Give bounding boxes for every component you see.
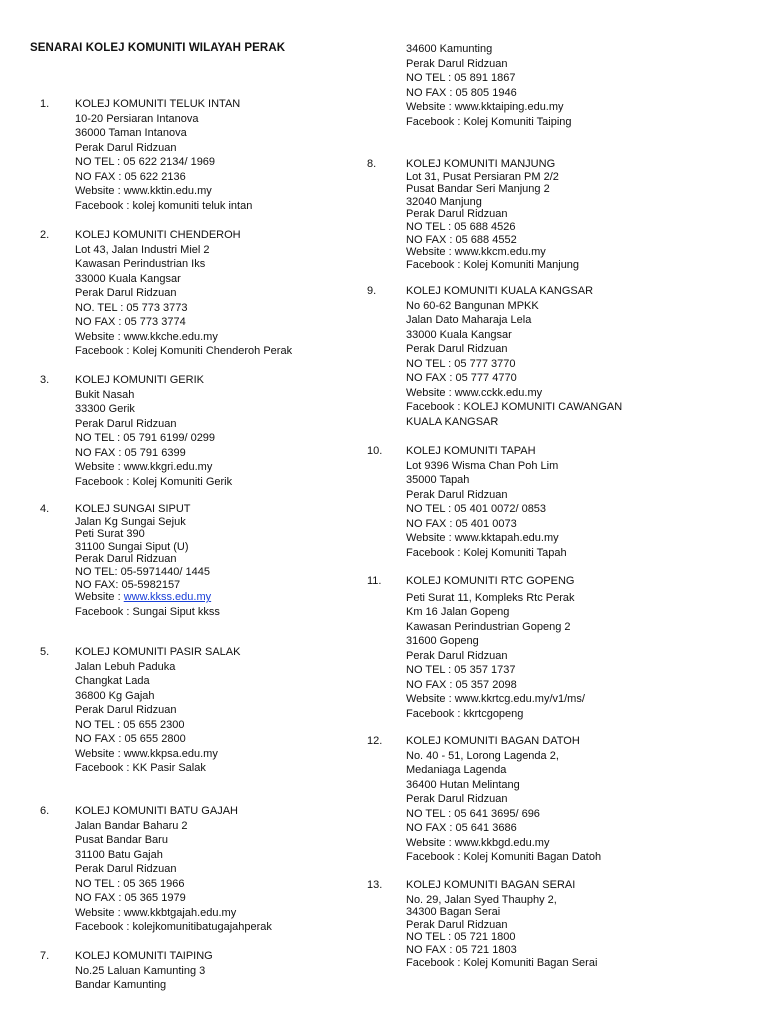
college-name: KOLEJ KOMUNITI MANJUNG bbox=[406, 158, 556, 170]
entry-body bbox=[75, 645, 240, 776]
fax-line: NO FAX : 05 791 6399 bbox=[75, 446, 186, 459]
address-line: Perak Darul Ridzuan bbox=[406, 343, 508, 355]
address-line: Jalan Bandar Baharu 2 bbox=[75, 819, 188, 832]
phone-line: NO TEL : 05 688 4526 bbox=[406, 220, 516, 233]
address-line: Km 16 Jalan Gopeng bbox=[406, 606, 510, 618]
phone-line: NO TEL : 05 622 2134/ 1969 bbox=[75, 156, 216, 168]
address-line: 34600 Kamunting bbox=[406, 43, 493, 55]
address-line: Perak Darul Ridzuan bbox=[406, 649, 508, 662]
address-line: 33000 Kuala Kangsar bbox=[406, 328, 512, 341]
college-name: KOLEJ KOMUNITI BAGAN DATOH bbox=[406, 735, 580, 747]
address-line: Perak Darul Ridzuan bbox=[75, 287, 177, 299]
phone-line: NO. TEL : 05 773 3773 bbox=[75, 301, 188, 314]
fax-line: NO FAX : 05 655 2800 bbox=[75, 733, 186, 745]
address-line: Jalan Lebuh Paduka bbox=[75, 660, 176, 673]
address-line: Bandar Kamunting bbox=[75, 979, 167, 991]
fax-line: NO FAX : 05 365 1979 bbox=[75, 892, 186, 904]
website-label: Website : bbox=[75, 591, 124, 604]
facebook-line-continued: KUALA KANGSAR bbox=[406, 415, 499, 428]
address-line: Pusat Bandar Baru bbox=[75, 834, 168, 846]
facebook-line: Facebook : Kolej Komuniti Bagan Serai bbox=[406, 956, 598, 969]
phone-line: NO TEL : 05 655 2300 bbox=[75, 718, 185, 731]
website-line bbox=[75, 591, 220, 604]
website-line: Website : www.kkbgd.edu.my bbox=[406, 836, 550, 849]
website-link[interactable]: www.kkss.edu.my bbox=[123, 591, 212, 604]
address-line: Lot 43, Jalan Industri Miel 2 bbox=[75, 243, 210, 256]
address-line: Bukit Nasah bbox=[75, 388, 135, 401]
address-line: Lot 9396 Wisma Chan Poh Lim bbox=[406, 459, 559, 472]
address-line: Peti Surat 11, Kompleks Rtc Perak bbox=[406, 591, 575, 604]
entry-number: 12. bbox=[367, 735, 383, 747]
address-line: Kawasan Perindustrian Iks bbox=[75, 258, 206, 270]
website-line: Website : www.kktapah.edu.my bbox=[406, 532, 559, 544]
facebook-line: Facebook : Kolej Komuniti Bagan Datoh bbox=[406, 851, 602, 863]
entry-body bbox=[75, 949, 213, 993]
entry-body bbox=[406, 734, 601, 865]
fax-line: NO FAX : 05 721 1803 bbox=[406, 943, 517, 956]
fax-line: NO FAX: 05-5982157 bbox=[75, 578, 181, 591]
address-line: 36400 Hutan Melintang bbox=[406, 778, 520, 791]
website-line: Website : www.kkpsa.edu.my bbox=[75, 747, 218, 760]
phone-line: NO TEL : 05 891 1867 bbox=[406, 72, 516, 84]
address-line: Perak Darul Ridzuan bbox=[75, 417, 177, 430]
entry-body bbox=[75, 804, 272, 935]
website-line: Website : www.kkbtgajah.edu.my bbox=[75, 906, 237, 919]
entry-number: 7. bbox=[40, 950, 50, 962]
college-name: KOLEJ KOMUNITI KUALA KANGSAR bbox=[406, 285, 594, 297]
address-line: Medaniaga Lagenda bbox=[406, 764, 507, 776]
entry-number: 8. bbox=[367, 158, 377, 170]
entry-number: 4. bbox=[40, 503, 50, 515]
college-name: KOLEJ KOMUNITI CHENDEROH bbox=[75, 229, 241, 241]
website-line: Website : www.kktin.edu.my bbox=[75, 185, 212, 197]
address-line: 10-20 Persiaran Intanova bbox=[75, 112, 199, 125]
address-line: 31100 Sungai Siput (U) bbox=[75, 540, 189, 553]
address-line: No. 40 - 51, Lorong Lagenda 2, bbox=[406, 749, 559, 762]
address-line: Lot 31, Pusat Persiaran PM 2/2 bbox=[406, 170, 559, 183]
address-line: Perak Darul Ridzuan bbox=[406, 488, 508, 501]
address-line: 35000 Tapah bbox=[406, 474, 470, 486]
phone-line: NO TEL : 05 791 6199/ 0299 bbox=[75, 432, 216, 444]
entry-body bbox=[406, 574, 585, 721]
phone-line: NO TEL : 05 641 3695/ 696 bbox=[406, 807, 540, 820]
college-name: KOLEJ KOMUNITI BAGAN SERAI bbox=[406, 879, 576, 891]
facebook-line: Facebook : Kolej Komuniti Gerik bbox=[75, 475, 233, 488]
college-name: KOLEJ KOMUNITI TAPAH bbox=[406, 445, 536, 457]
address-line: 36000 Taman Intanova bbox=[75, 127, 187, 139]
facebook-line: Facebook : KOLEJ KOMUNITI CAWANGAN bbox=[406, 401, 623, 413]
website-line: Website : www.kkcm.edu.my bbox=[406, 246, 546, 259]
address-line: 33000 Kuala Kangsar bbox=[75, 272, 181, 285]
address-line: Perak Darul Ridzuan bbox=[75, 704, 177, 716]
facebook-line: Facebook : kolej komuniti teluk intan bbox=[75, 199, 253, 212]
address-line: 33300 Gerik bbox=[75, 403, 135, 415]
college-name: KOLEJ KOMUNITI RTC GOPENG bbox=[406, 575, 575, 587]
facebook-line: Facebook : Kolej Komuniti Tapah bbox=[406, 546, 567, 559]
address-line: Pusat Bandar Seri Manjung 2 bbox=[406, 183, 550, 196]
fax-line: NO FAX : 05 401 0073 bbox=[406, 517, 517, 530]
website-line: Website : www.cckk.edu.my bbox=[406, 386, 543, 399]
address-line: Perak Darul Ridzuan bbox=[75, 141, 177, 154]
website-line: Website : www.kkgri.edu.my bbox=[75, 461, 213, 473]
facebook-line: Facebook : KK Pasir Salak bbox=[75, 762, 206, 774]
address-line: Jalan Dato Maharaja Lela bbox=[406, 314, 532, 326]
fax-line: NO FAX : 05 622 2136 bbox=[75, 170, 186, 183]
address-line: 31600 Gopeng bbox=[406, 635, 479, 647]
website-line: Website : www.kkche.edu.my bbox=[75, 330, 218, 343]
website-line: Website : www.kkrtcg.edu.my/v1/ms/ bbox=[406, 693, 585, 705]
entry-number: 3. bbox=[40, 374, 50, 386]
address-line: 36800 Kg Gajah bbox=[75, 689, 155, 702]
entry-number: 11. bbox=[367, 575, 382, 587]
address-line: Peti Surat 390 bbox=[75, 528, 145, 541]
entry-number: 9. bbox=[367, 285, 377, 297]
address-line: Perak Darul Ridzuan bbox=[75, 553, 177, 566]
website-line: Website : www.kktaiping.edu.my bbox=[406, 101, 564, 113]
entry-body bbox=[75, 97, 252, 213]
fax-line: NO FAX : 05 777 4770 bbox=[406, 372, 517, 384]
college-name: KOLEJ KOMUNITI PASIR SALAK bbox=[75, 646, 241, 658]
page-title: SENARAI KOLEJ KOMUNITI WILAYAH PERAK bbox=[30, 42, 286, 54]
facebook-line: Facebook : kkrtcgopeng bbox=[406, 707, 524, 720]
address-line: Kawasan Perindustrian Gopeng 2 bbox=[406, 620, 571, 633]
phone-line: NO TEL : 05 777 3770 bbox=[406, 357, 516, 370]
entry-body bbox=[75, 373, 232, 489]
facebook-line: Facebook : Sungai Siput kkss bbox=[75, 605, 220, 618]
entry-body bbox=[406, 284, 622, 429]
address-line: 32040 Manjung bbox=[406, 195, 482, 208]
phone-line: NO TEL : 05 721 1800 bbox=[406, 931, 516, 944]
facebook-line: Facebook : Kolej Komuniti Taiping bbox=[406, 115, 572, 128]
address-line: Perak Darul Ridzuan bbox=[406, 208, 508, 221]
entry-body bbox=[75, 503, 220, 618]
entry-body bbox=[406, 158, 579, 271]
address-line: No 60-62 Bangunan MPKK bbox=[406, 299, 539, 312]
phone-line: NO TEL : 05 401 0072/ 0853 bbox=[406, 503, 547, 515]
entry-number: 13. bbox=[367, 879, 383, 891]
entry-body bbox=[75, 228, 292, 359]
address-line: No.25 Laluan Kamunting 3 bbox=[75, 964, 206, 977]
fax-line: NO FAX : 05 773 3774 bbox=[75, 316, 186, 328]
address-line: Changkat Lada bbox=[75, 675, 150, 687]
college-name: KOLEJ KOMUNITI GERIK bbox=[75, 374, 204, 386]
address-line: Perak Darul Ridzuan bbox=[406, 57, 508, 70]
college-name: KOLEJ SUNGAI SIPUT bbox=[75, 503, 191, 515]
phone-line: NO TEL: 05-5971440/ 1445 bbox=[75, 565, 210, 578]
entry-number: 10. bbox=[367, 445, 383, 457]
facebook-line: Facebook : Kolej Komuniti Chenderoh Perak bbox=[75, 345, 293, 357]
address-line: 31100 Batu Gajah bbox=[75, 848, 163, 861]
college-name: KOLEJ KOMUNITI BATU GAJAH bbox=[75, 805, 238, 817]
address-line: Perak Darul Ridzuan bbox=[406, 793, 508, 805]
address-line: Perak Darul Ridzuan bbox=[406, 918, 508, 931]
address-line: Jalan Kg Sungai Sejuk bbox=[75, 515, 186, 528]
entry-number: 1. bbox=[40, 98, 50, 110]
entry-number: 2. bbox=[40, 229, 50, 241]
phone-line: NO TEL : 05 365 1966 bbox=[75, 877, 185, 890]
entry-body bbox=[406, 879, 597, 969]
fax-line: NO FAX : 05 688 4552 bbox=[406, 233, 517, 246]
entry-number: 6. bbox=[40, 805, 50, 817]
phone-line: NO TEL : 05 357 1737 bbox=[406, 664, 516, 676]
facebook-line: Facebook : kolejkomunitibatugajahperak bbox=[75, 921, 272, 933]
facebook-line: Facebook : Kolej Komuniti Manjung bbox=[406, 258, 580, 271]
address-line: Perak Darul Ridzuan bbox=[75, 863, 177, 875]
address-line: No. 29, Jalan Syed Thauphy 2, bbox=[406, 893, 557, 906]
fax-line: NO FAX : 05 805 1946 bbox=[406, 86, 517, 99]
fax-line: NO FAX : 05 357 2098 bbox=[406, 678, 517, 691]
college-name: KOLEJ KOMUNITI TELUK INTAN bbox=[75, 98, 241, 110]
college-name: KOLEJ KOMUNITI TAIPING bbox=[75, 950, 213, 962]
entry-body bbox=[406, 444, 567, 560]
fax-line: NO FAX : 05 641 3686 bbox=[406, 822, 517, 834]
entry-7-continuation bbox=[406, 42, 572, 129]
entry-number: 5. bbox=[40, 646, 50, 658]
address-line: 34300 Bagan Serai bbox=[406, 906, 501, 919]
